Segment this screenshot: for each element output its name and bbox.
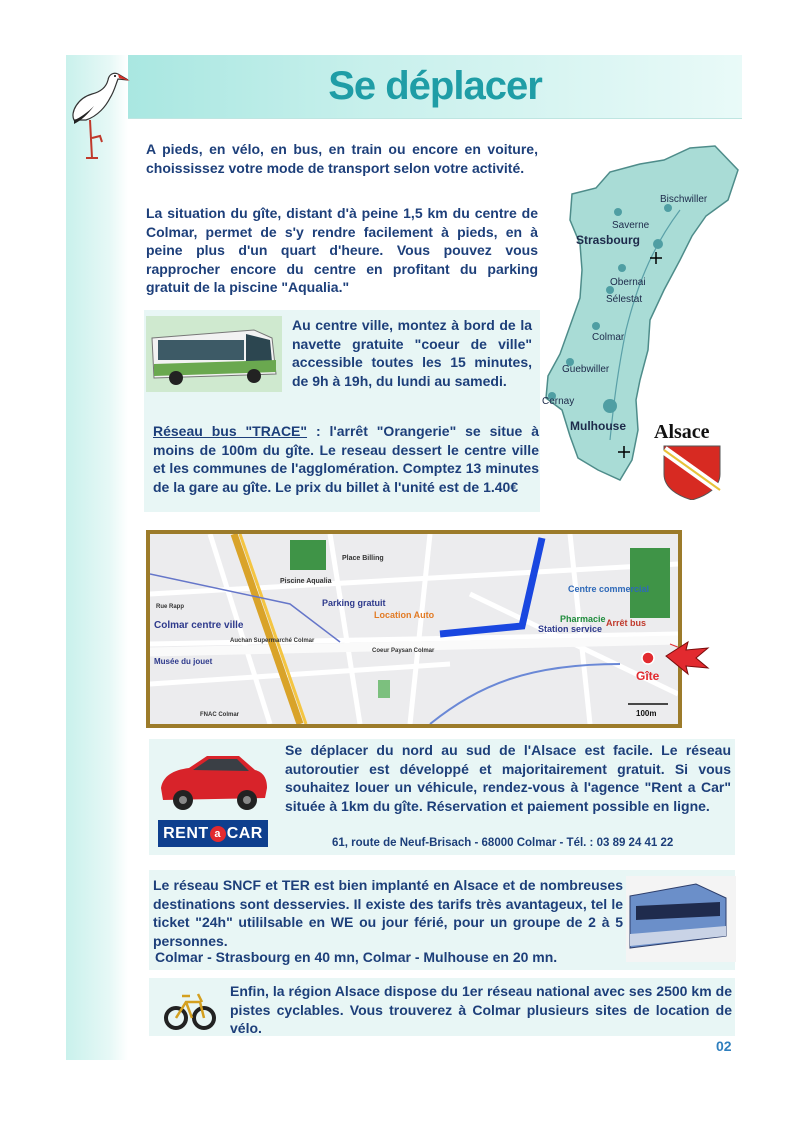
city-label-bischwiller: Bischwiller xyxy=(660,194,708,205)
rent-a-car-address: 61, route de Neuf-Brisach - 68000 Colmar - Tél. : 03 89 24 41 22 xyxy=(332,837,674,849)
map-label-gite: Gîte xyxy=(636,669,660,683)
left-color-strip xyxy=(66,55,128,1060)
red-car-photo xyxy=(155,744,269,814)
page-title: Se déplacer xyxy=(328,64,542,108)
city-label-saverne: Saverne xyxy=(612,220,650,231)
map-label-coeur-paysan: Coeur Paysan Colmar xyxy=(372,648,435,654)
gite-pointer-arrow-icon xyxy=(664,638,710,678)
map-label-colmar: Colmar centre ville xyxy=(154,620,244,631)
map-label-fnac: FNAC Colmar xyxy=(200,712,240,718)
stork-icon xyxy=(64,62,130,162)
navette-text: Au centre ville, montez à bord de la navette gratuite "coeur de ville" accessible toutes les 15 minutes, de 9h à 19h, du lundi au samedi. xyxy=(292,317,532,389)
trace-text xyxy=(153,422,539,496)
header-band xyxy=(128,55,742,119)
map-label-parking: Parking gratuit xyxy=(322,598,386,608)
map-label-centre-commercial: Centre commercial xyxy=(568,584,650,594)
map-label-rue-rapp: Rue Rapp xyxy=(156,604,185,610)
car-text: Se déplacer du nord au sud de l'Alsace est facile. Le réseau autoroutier est développé et majoritairement gratuit. Si vous souhaitez louer un véhicule, rendez-vous à l'agence "Rent a Car" située à 1km du gîte. Réservation et paiement possible en ligne. xyxy=(285,742,731,814)
train-text: Le réseau SNCF et TER est bien implanté en Alsace et de nombreuses destinations sont desservies. Il existe des tarifs très avantageux, tel le ticket "24h" utililsable en WE ou jour férié, pour un groupe de 2 à 5 personnes. xyxy=(153,877,623,949)
intro-paragraph-2: La situation du gîte, distant d'à peine 1,5 km du centre de Colmar, permet de s'y rendre facilement à pieds, en à peine plus d'un quart d'heure. Vous pouvez vous rapprocher encore du centre en profitant du parking gratuit de la piscine "Aqualia." xyxy=(146,205,538,295)
city-label-obernai: Obernai xyxy=(610,277,646,288)
train-photo xyxy=(626,876,736,962)
city-label-cernay: Cernay xyxy=(542,396,575,407)
rent-logo-right: CAR xyxy=(226,825,263,842)
trace-description: : l'arrêt "Orangerie" se situe à moins de 100m du gîte. Le reseau dessert le centre ville et les communes de l'agglomération. Comptez 13 minutes de la gare au gîte. Le prix du billet à l'unité est de 1.40€ xyxy=(153,423,539,495)
train-times: Colmar - Strasbourg en 40 mn, Colmar - Mulhouse en 20 mn. xyxy=(155,949,558,965)
city-label-colmar: Colmar xyxy=(592,332,625,343)
city-label-mulhouse: Mulhouse xyxy=(570,419,626,433)
city-label-selestat: Sélestat xyxy=(606,294,643,305)
electric-bike-icon xyxy=(164,982,216,1032)
rent-a-car-logo xyxy=(158,820,268,847)
intro-paragraph-1: A pieds, en vélo, en bus, en train ou encore en voiture, choississez votre mode de transport selon votre activité. xyxy=(146,141,538,176)
bike-text: Enfin, la région Alsace dispose du 1er réseau national avec ses 2500 km de pistes cyclables. Vous trouverez à Colmar plusieurs sites de location de vélo. xyxy=(230,983,732,1036)
map-label-station: Station service xyxy=(538,624,603,634)
colmar-city-map xyxy=(146,530,682,728)
city-label-guebwiller: Guebwiller xyxy=(562,364,610,375)
map-label-auchan: Auchan Supermarché Colmar xyxy=(230,638,315,644)
rent-logo-a: a xyxy=(210,826,226,842)
map-label-arret-bus: Arrêt bus xyxy=(606,618,647,628)
map-label-location: Location Auto xyxy=(374,610,435,620)
page-number: 02 xyxy=(716,1038,732,1054)
trace-label: Réseau bus "TRACE" xyxy=(153,423,308,439)
city-label-strasbourg: Strasbourg xyxy=(576,233,641,247)
map-label-piscine: Piscine Aqualia xyxy=(280,578,332,585)
map-label-musee: Musée du jouet xyxy=(154,657,213,666)
region-name: Alsace xyxy=(654,421,710,443)
alsace-region-map xyxy=(540,140,750,500)
alsace-coat-of-arms-icon xyxy=(664,446,720,500)
map-label-pharmacie: Pharmacie xyxy=(560,614,606,624)
map-scale-label: 100m xyxy=(636,709,657,718)
map-label-place-billing: Place Billing xyxy=(342,555,384,562)
electric-bus-photo xyxy=(146,316,282,392)
rent-logo-left: RENT xyxy=(163,825,209,842)
